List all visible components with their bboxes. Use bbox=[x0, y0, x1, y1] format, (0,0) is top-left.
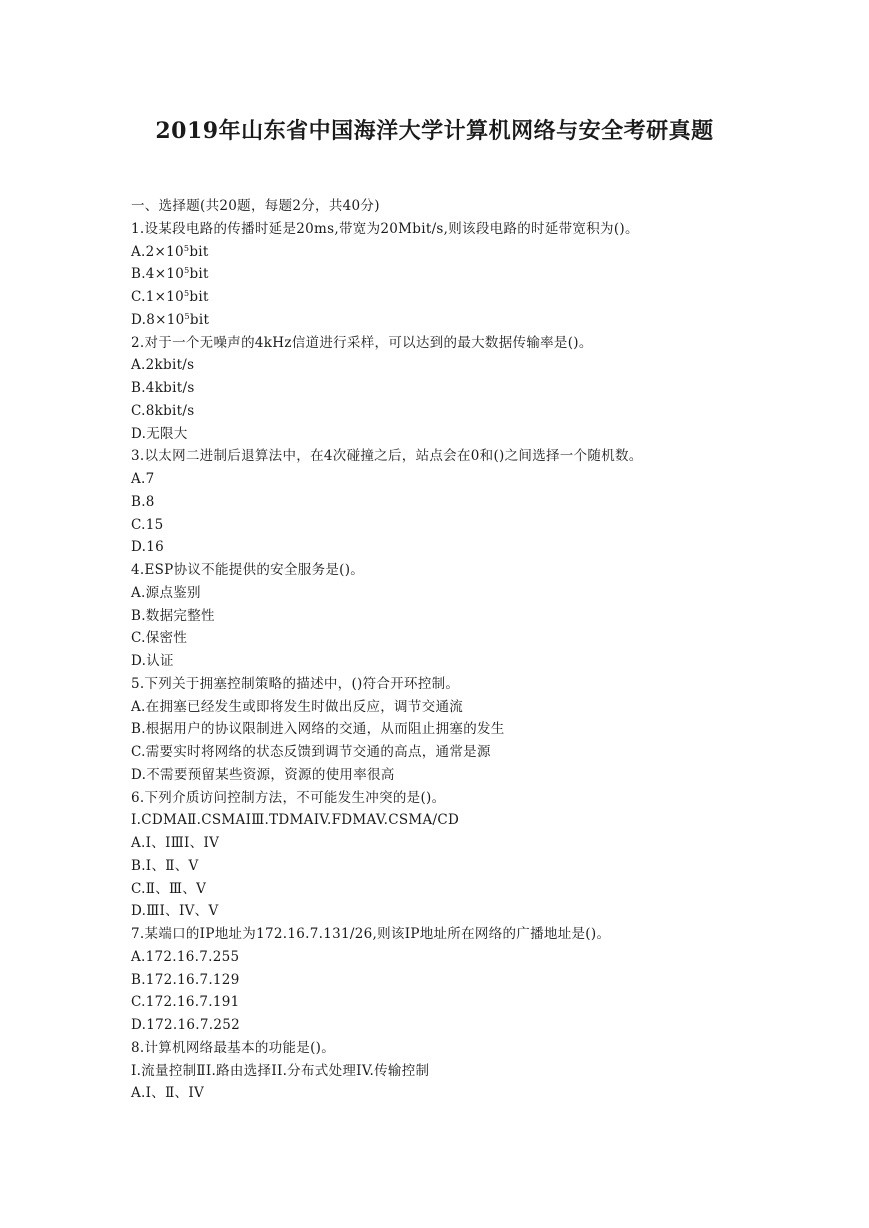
text-line: A.7 bbox=[131, 471, 155, 487]
text-line: A.I、IⅢI、IV bbox=[131, 835, 220, 851]
text-line: C.172.16.7.191 bbox=[131, 994, 240, 1011]
text-line: B.8 bbox=[131, 493, 155, 510]
option-unit: bit bbox=[189, 311, 210, 328]
option-value: B.4×10 bbox=[131, 266, 185, 283]
question-list bbox=[131, 195, 831, 1105]
exponent: 5 bbox=[184, 311, 190, 321]
text-line: A.源点鉴别 bbox=[131, 584, 201, 601]
text-line: C.需要实时将网络的状态反馈到调节交通的高点，通常是源 bbox=[131, 744, 491, 760]
text-line: B.I、Ⅱ、V bbox=[131, 857, 199, 874]
option-unit: bit bbox=[189, 289, 209, 305]
text-line: 1.设某段电路的传播时延是20ms,带宽为20Mbit/s,则该段电路的时延带宽积为()。 bbox=[131, 220, 639, 237]
page-title: 2019年山东省中国海洋大学计算机网络与安全考研真题 bbox=[155, 118, 714, 144]
text-line: 6.下列介质访问控制方法，不可能发生冲突的是()。 bbox=[131, 789, 446, 806]
text-line: A.I、Ⅱ、IV bbox=[131, 1085, 205, 1102]
exponent: 5 bbox=[184, 266, 190, 276]
exponent: 5 bbox=[183, 243, 190, 253]
text-line: C.15 bbox=[131, 516, 164, 533]
text-line: B.数据完整性 bbox=[131, 607, 215, 624]
text-line bbox=[131, 263, 831, 286]
text-line: I.流量控制ⅡI.路由选择II.分布式处理IV.传输控制 bbox=[131, 1062, 430, 1079]
text-line: D.认证 bbox=[131, 653, 174, 669]
text-line: D.172.16.7.252 bbox=[131, 1017, 241, 1033]
text-line: B.172.16.7.129 bbox=[131, 971, 240, 988]
option-value: D.8×10 bbox=[131, 311, 185, 328]
text-line: D.16 bbox=[131, 539, 165, 556]
text-line: D.ⅢI、IV、V bbox=[131, 903, 219, 920]
text-line: I.CDMAⅡ.CSMAⅠⅢ.TDMAIV.FDMAV.CSMA/CD bbox=[131, 812, 460, 829]
text-line: A.2kbit/s bbox=[131, 357, 195, 374]
text-line bbox=[131, 309, 831, 332]
text-line: B.根据用户的协议限制进入网络的交通，从而阻止拥塞的发生 bbox=[131, 721, 505, 738]
text-line: 4.ESP协议不能提供的安全服务是()。 bbox=[131, 562, 365, 578]
text-line: C.Ⅱ、Ⅲ、V bbox=[131, 880, 207, 897]
text-line: 8.计算机网络最基本的功能是()。 bbox=[131, 1039, 336, 1056]
text-line: C.保密性 bbox=[131, 630, 188, 647]
text-line bbox=[131, 241, 831, 264]
text-line: A.172.16.7.255 bbox=[131, 948, 240, 965]
text-line: 7.某端口的IP地址为172.16.7.131/26,则该IP地址所在网络的广播地址是()。 bbox=[131, 926, 611, 942]
text-line: 3.以太网二进制后退算法中，在4次碰撞之后，站点会在0和()之间选择一个随机数。 bbox=[131, 448, 643, 465]
text-line: A.在拥塞已经发生或即将发生时做出反应，调节交通流 bbox=[131, 698, 464, 715]
exponent: 5 bbox=[184, 289, 190, 298]
option-unit: bit bbox=[189, 266, 209, 283]
text-line: 2.对于一个无噪声的4kHz信道进行采样，可以达到的最大数据传输率是()。 bbox=[131, 334, 593, 351]
text-line: 5.下列关于拥塞控制策略的描述中，()符合开环控制。 bbox=[131, 675, 460, 692]
option-unit: bit bbox=[189, 243, 209, 260]
text-line: 一、选择题(共20题，每题2分，共40分) bbox=[131, 198, 380, 214]
text-line: C.8kbit/s bbox=[131, 402, 195, 419]
text-line: D.无限大 bbox=[131, 425, 188, 442]
option-value: C.1×10 bbox=[131, 289, 185, 305]
text-line: D.不需要预留某些资源，资源的使用率很高 bbox=[131, 766, 395, 783]
option-value: A.2×10 bbox=[131, 243, 184, 260]
text-line: B.4kbit/s bbox=[131, 380, 195, 396]
text-line bbox=[131, 286, 831, 309]
